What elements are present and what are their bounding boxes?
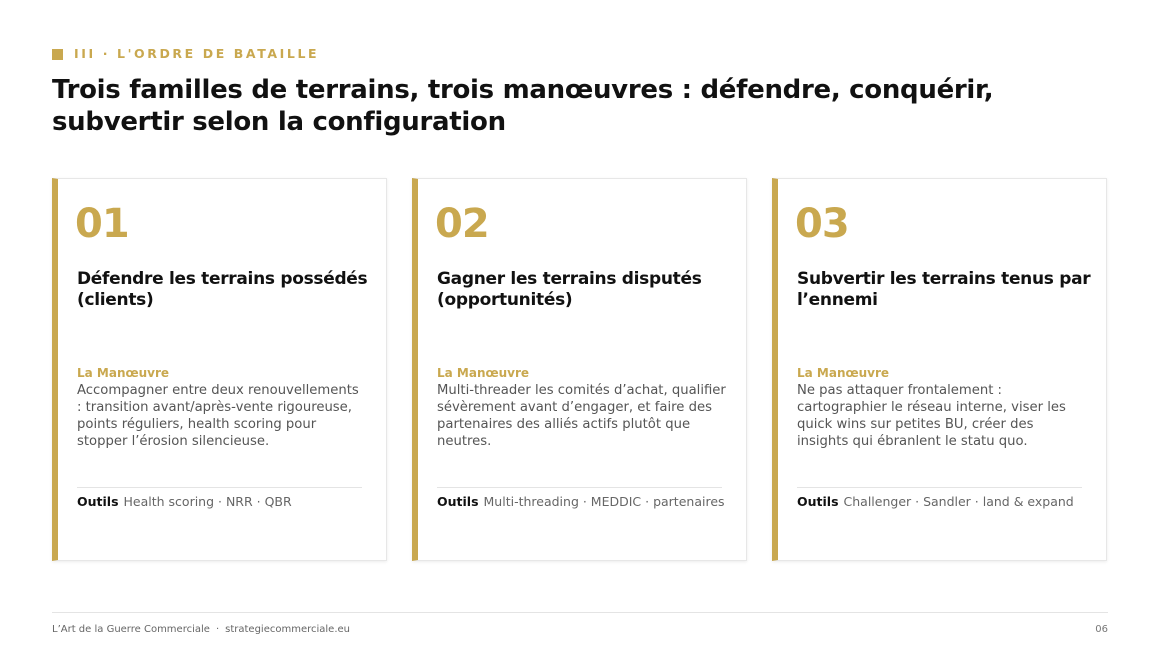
card-tools	[77, 494, 377, 510]
footer-separator: ·	[215, 624, 220, 635]
card-number: 03	[795, 201, 849, 247]
card-description: Multi-threader les comités d’achat, qualifier sévèrement avant d’engager, et faire des partenaires des alliés actifs plutôt que neutres.	[437, 383, 726, 449]
card-defend	[52, 178, 387, 561]
section-eyebrow	[52, 46, 319, 62]
card-title: Défendre les terrains possédés (clients)	[77, 269, 368, 310]
card-number: 02	[435, 201, 489, 247]
card-divider	[77, 487, 362, 488]
page-title: Trois familles de terrains, trois manœuvres : défendre, conquérir, subvertir selon la configuration	[52, 75, 994, 137]
cards-row	[52, 178, 1107, 561]
card-title: Subvertir les terrains tenus par l’ennemi	[797, 269, 1091, 310]
eyebrow-square-icon	[52, 49, 63, 60]
card-number: 01	[75, 201, 129, 247]
page-number: 06	[1095, 624, 1108, 635]
card-description: Accompagner entre deux renouvellements : transition avant/après-vente rigoureuse, points réguliers, health scoring pour stopper l’érosion silencieuse.	[77, 383, 359, 449]
card-subvert	[772, 178, 1107, 561]
card-maneuver-label: La Manœuvre	[77, 366, 170, 380]
card-divider	[797, 487, 1082, 488]
card-maneuver-label: La Manœuvre	[797, 366, 890, 380]
tools-value: Multi-threading · MEDDIC · partenaires	[483, 494, 725, 509]
card-conquer	[412, 178, 747, 561]
tools-label: Outils	[797, 494, 839, 509]
card-tools	[437, 494, 737, 510]
card-title: Gagner les terrains disputés (opportunités)	[437, 269, 702, 310]
footer-divider	[52, 612, 1108, 613]
card-description: Ne pas attaquer frontalement : cartographier le réseau interne, viser les quick wins sur petites BU, créer des insights qui ébranlent le statu quo.	[797, 383, 1066, 449]
card-tools	[797, 494, 1097, 510]
footer-source	[52, 623, 350, 636]
footer-book-title: L’Art de la Guerre Commerciale	[52, 624, 210, 635]
tools-value: Challenger · Sandler · land & expand	[843, 494, 1074, 509]
card-maneuver-label: La Manœuvre	[437, 366, 530, 380]
tools-value: Health scoring · NRR · QBR	[123, 494, 292, 509]
card-divider	[437, 487, 722, 488]
eyebrow-label: III · L'ORDRE DE BATAILLE	[74, 46, 320, 61]
tools-label: Outils	[437, 494, 479, 509]
tools-label: Outils	[77, 494, 119, 509]
footer-website: strategiecommerciale.eu	[225, 624, 350, 635]
